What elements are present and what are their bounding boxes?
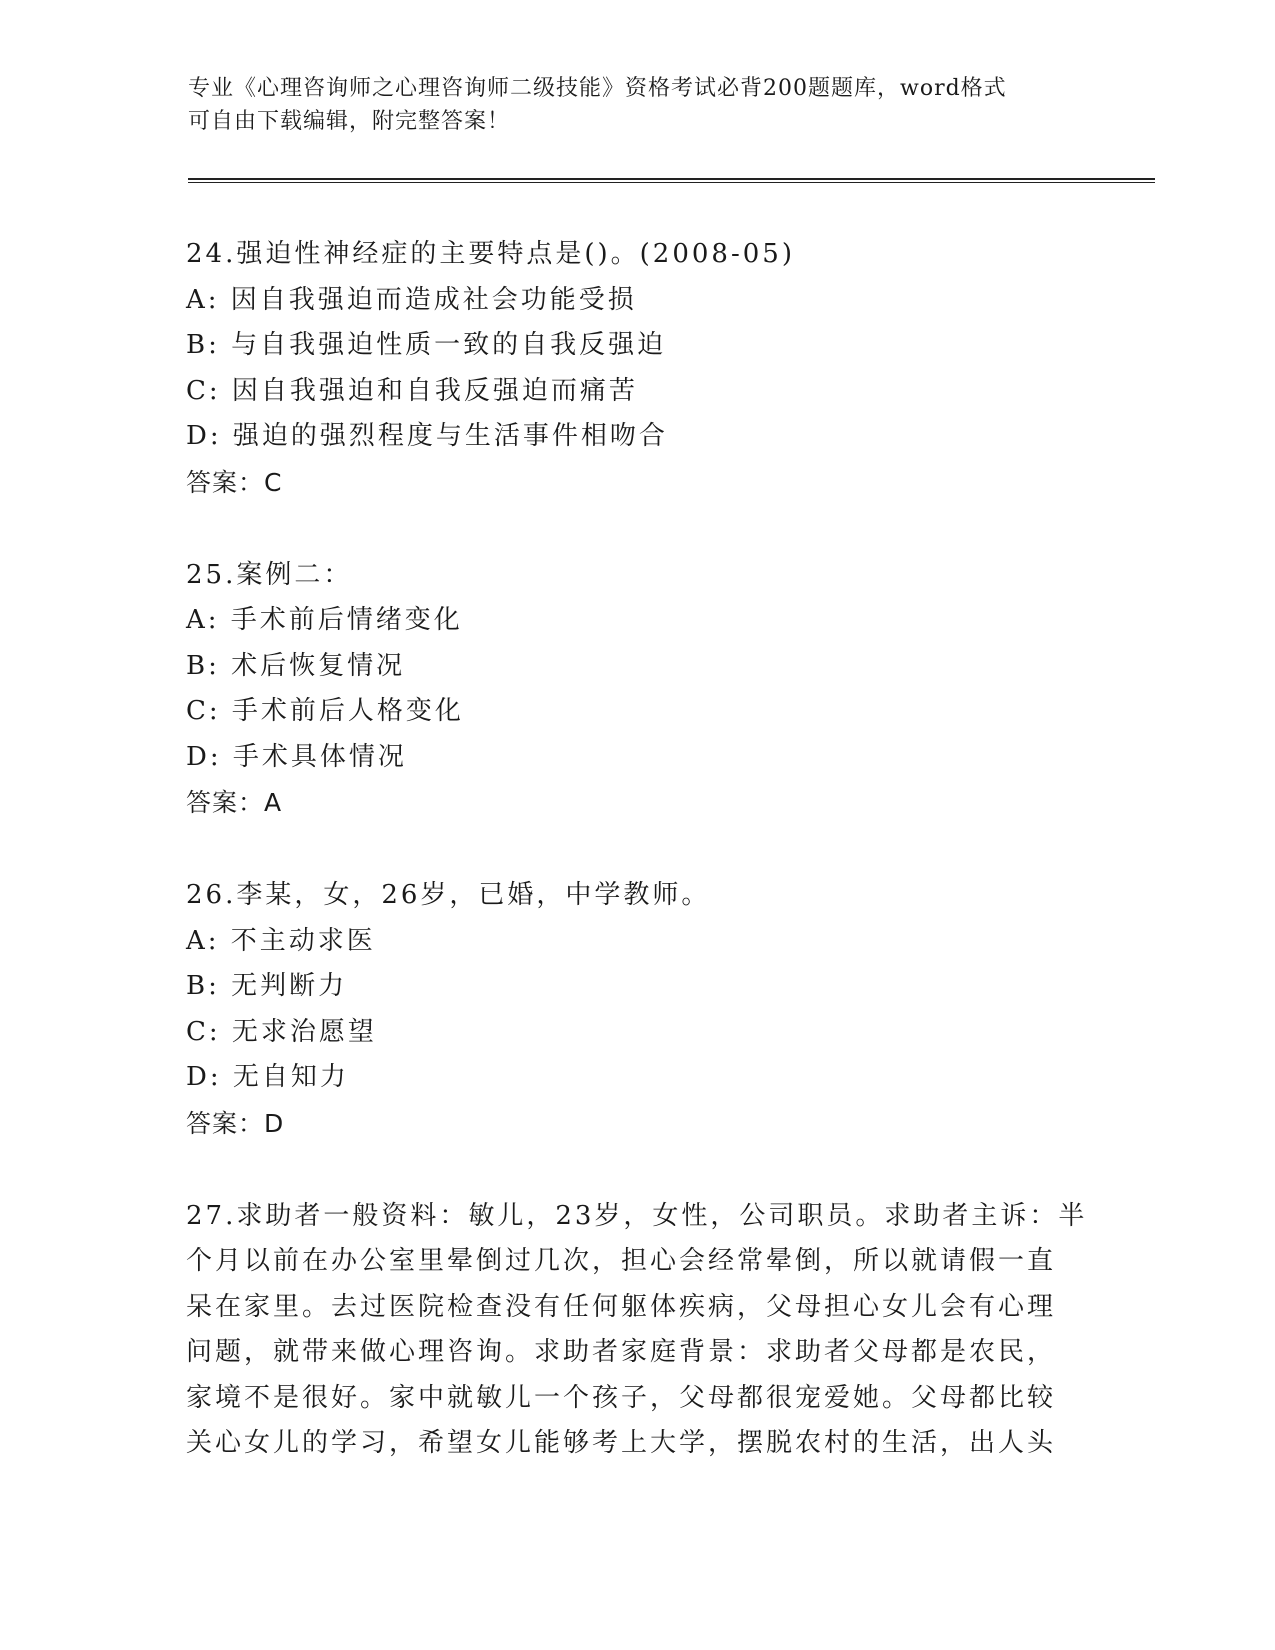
question-stem-line: 个月以前在办公室里晕倒过几次，担心会经常晕倒，所以就请假一直 [186,1246,1057,1276]
option-c: C: 因自我强迫和自我反强迫而痛苦 [186,375,638,406]
question-stem-line: 家境不是很好。家中就敏儿一个孩子，父母都很宠爱她。父母都比较 [186,1382,1057,1413]
option-a: A: 手术前后情绪变化 [186,605,463,635]
question-26 [186,873,1086,1146]
header-line-2: 可自由下载编辑，附完整答案！ [188,109,511,134]
question-25 [186,553,1086,826]
option-c: C: 手术前后人格变化 [186,696,464,726]
option-a: A: 不主动求医 [186,925,376,956]
answer-label: 答案：C [186,467,283,497]
option-b: B: 术后恢复情况 [186,650,406,681]
option-d: D: 手术具体情况 [186,741,407,772]
answer-label: 答案：D [186,1108,285,1138]
option-c: C: 无求治愿望 [186,1016,377,1047]
option-b: B: 与自我强迫性质一致的自我反强迫 [186,330,667,360]
question-stem-line: 27.求助者一般资料：敏儿，23岁，女性，公司职员。求助者主诉：半 [186,1200,1088,1231]
question-stem: 24.强迫性神经症的主要特点是()。(2008-05) [186,239,795,269]
question-27 [186,1194,1086,1467]
answer-label: 答案：A [186,788,283,817]
question-stem: 25.案例二： [186,559,353,590]
option-d: D: 无自知力 [186,1062,349,1092]
question-stem: 26.李某，女，26岁，已婚，中学教师。 [186,880,711,910]
question-24 [186,232,1086,505]
header-line-1: 专业《心理咨询师之心理咨询师二级技能》资格考试必背200题题库，word格式 [188,76,1007,101]
option-b: B: 无判断力 [186,971,348,1001]
option-d: D: 强迫的强烈程度与生活事件相吻合 [186,421,668,451]
question-stem-line: 关心女儿的学习，希望女儿能够考上大学，摆脱农村的生活，出人头 [186,1428,1057,1458]
header-divider [188,178,1155,183]
question-list [186,232,1086,1515]
option-a: A: 因自我强迫而造成社会功能受损 [186,284,637,315]
question-stem-line: 呆在家里。去过医院检查没有任何躯体疾病，父母担心女儿会有心理 [186,1291,1057,1322]
document-header [188,72,1068,138]
question-stem-line: 问题，就带来做心理咨询。求助者家庭背景：求助者父母都是农民， [186,1337,1057,1367]
